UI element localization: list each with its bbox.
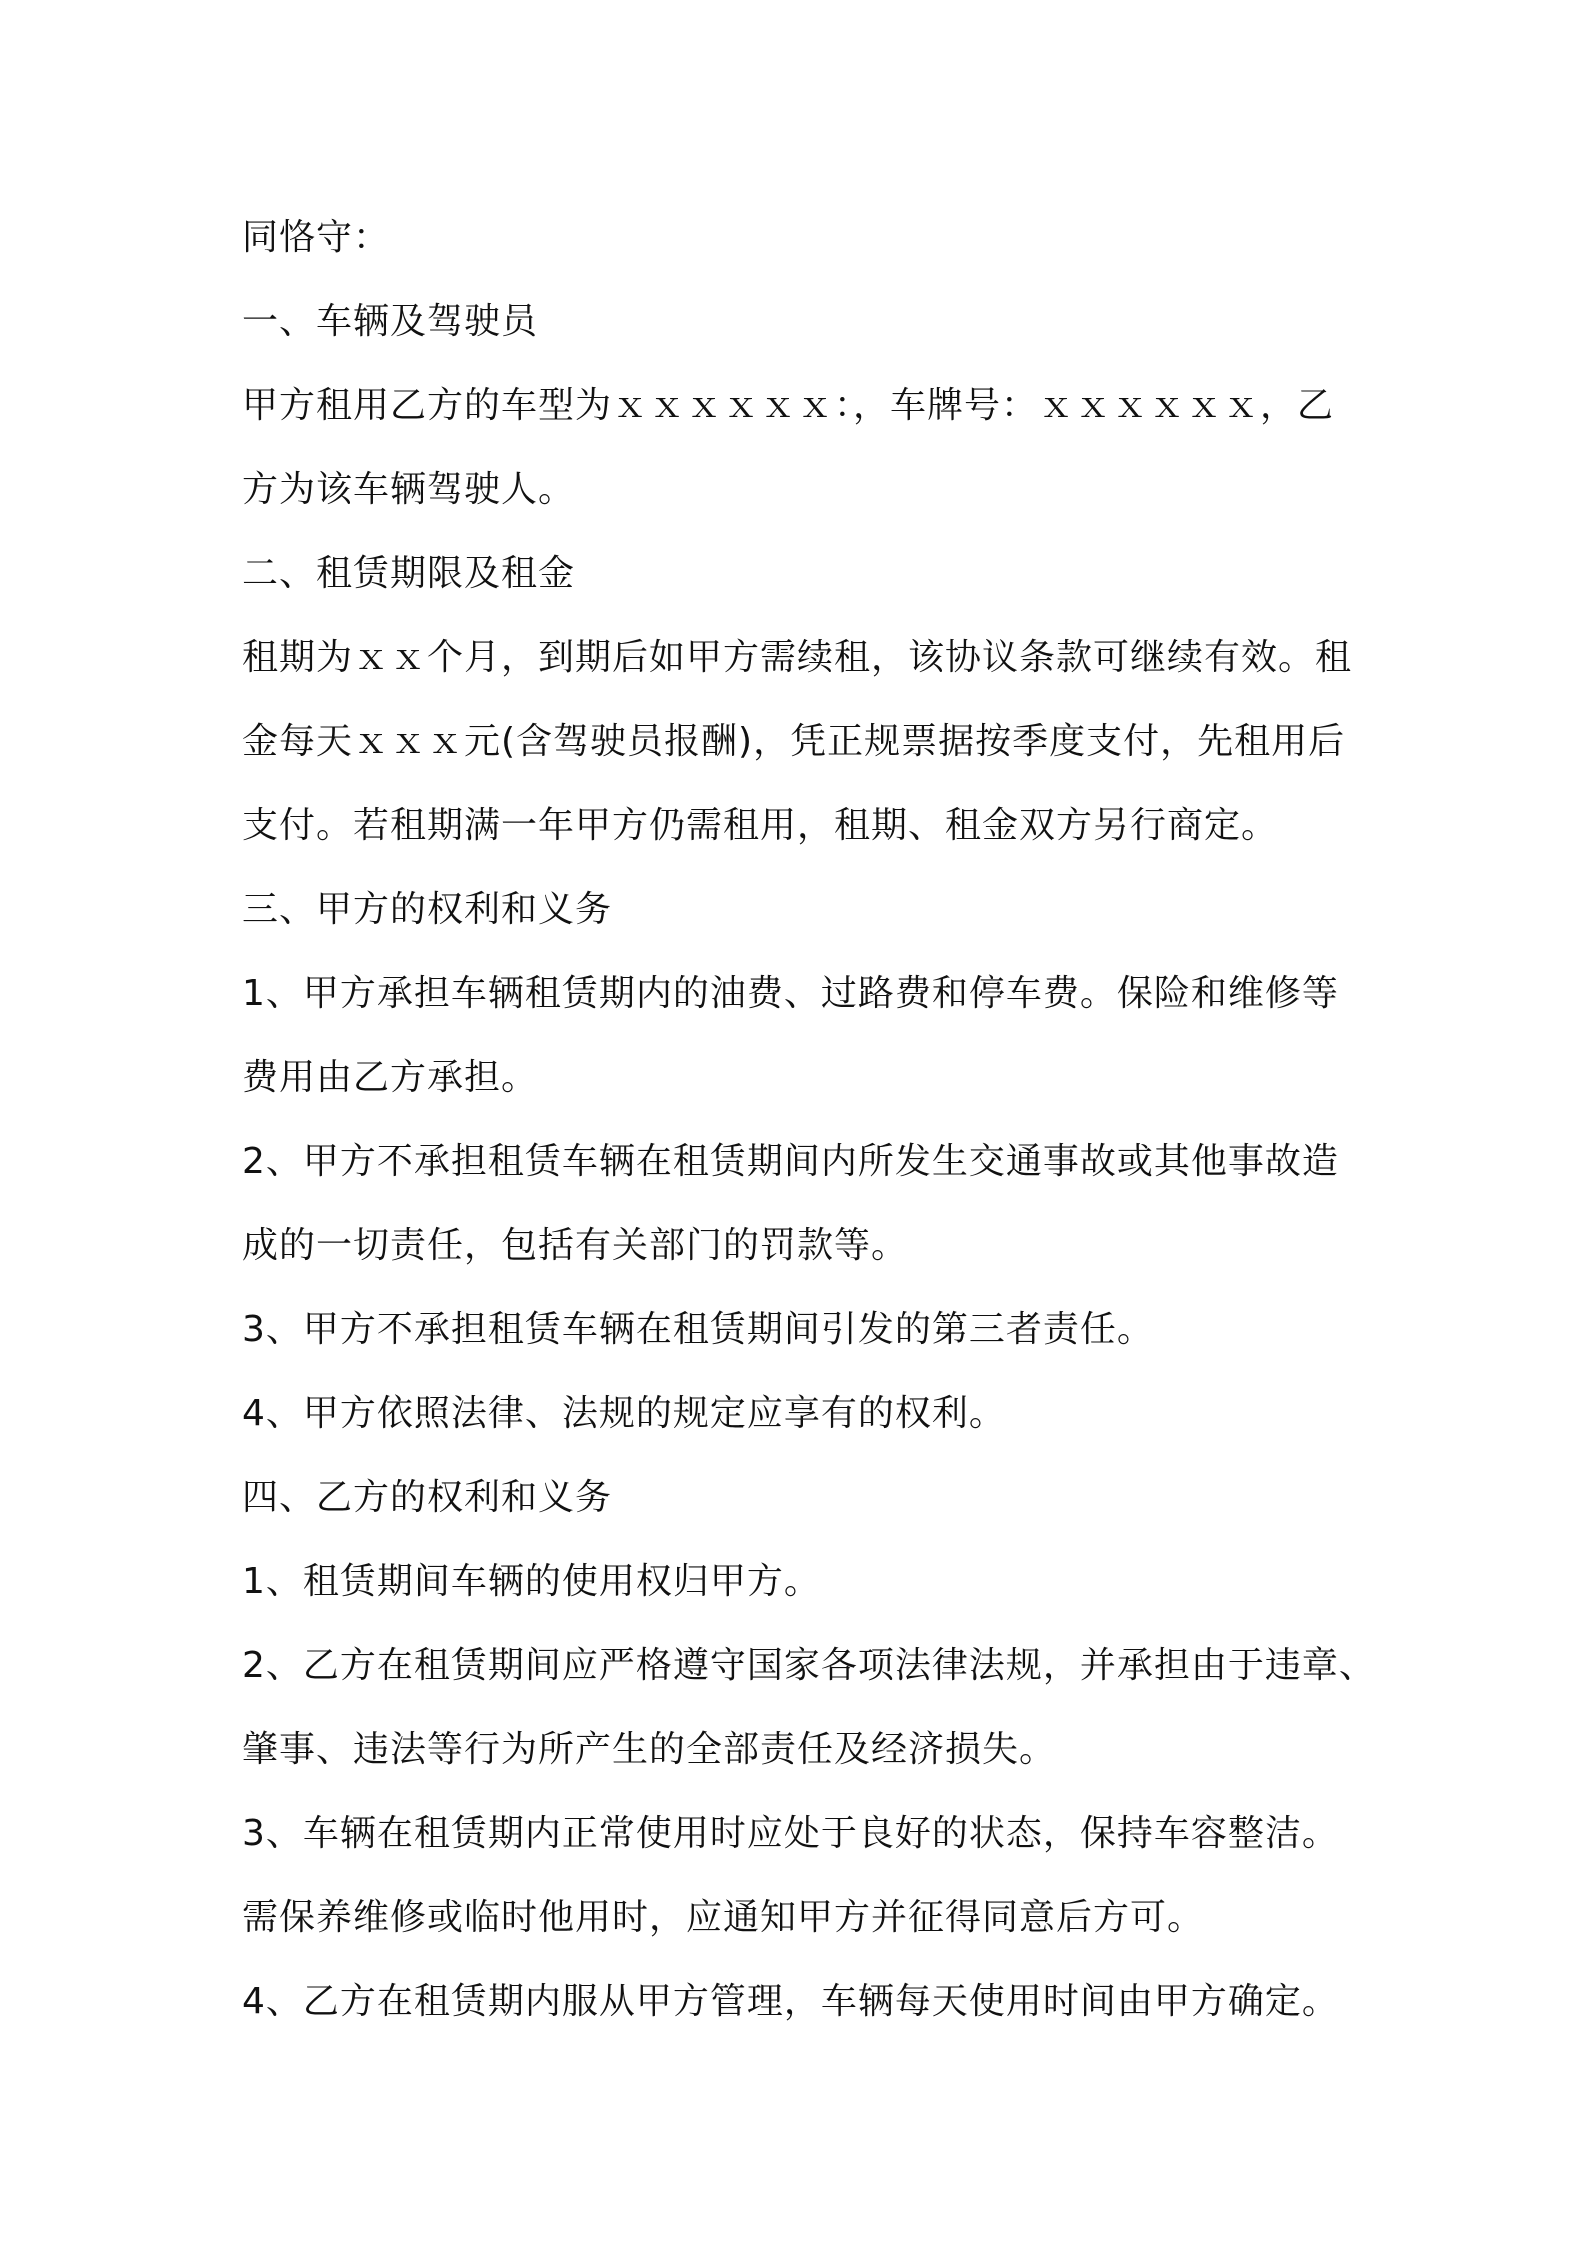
- clause-line: 成的一切责任，包括有关部门的罚款等。: [242, 1225, 909, 1266]
- section-heading-party-a-rights: 三、甲方的权利和义务: [242, 889, 613, 930]
- clause-line: 肇事、违法等行为所产生的全部责任及经济损失。: [242, 1729, 1057, 1770]
- clause-line: 费用由乙方承担。: [242, 1057, 539, 1098]
- paragraph-line: 支付。若租期满一年甲方仍需租用，租期、租金双方另行商定。: [242, 805, 1279, 846]
- clause-line: 需保养维修或临时他用时，应通知甲方并征得同意后方可。: [242, 1897, 1205, 1938]
- section-heading-party-b-rights: 四、乙方的权利和义务: [242, 1477, 613, 1518]
- paragraph-line: 金每天ｘｘｘ元(含驾驶员报酬)，凭正规票据按季度支付，先租用后: [242, 721, 1346, 762]
- clause-line: 4、乙方在租赁期内服从甲方管理，车辆每天使用时间由甲方确定。: [242, 1981, 1339, 2022]
- clause-line: 4、甲方依照法律、法规的规定应享有的权利。: [242, 1393, 1006, 1434]
- clause-line: 2、甲方不承担租赁车辆在租赁期间内所发生交通事故或其他事故造: [242, 1141, 1339, 1182]
- document-body: [242, 196, 1376, 2044]
- clause-line: 3、甲方不承担租赁车辆在租赁期间引发的第三者责任。: [242, 1309, 1154, 1350]
- paragraph-line: 甲方租用乙方的车型为ｘｘｘｘｘｘ：，车牌号：ｘｘｘｘｘｘ，乙: [242, 385, 1335, 426]
- clause-line: 3、车辆在租赁期内正常使用时应处于良好的状态，保持车容整洁。: [242, 1813, 1339, 1854]
- section-heading-vehicle-driver: 一、车辆及驾驶员: [242, 301, 539, 342]
- clause-line: 2、乙方在租赁期间应严格遵守国家各项法律法规，并承担由于违章、: [242, 1645, 1376, 1686]
- clause-line: 1、甲方承担车辆租赁期内的油费、过路费和停车费。保险和维修等: [242, 973, 1339, 1014]
- section-heading-lease-term-rent: 二、租赁期限及租金: [242, 553, 576, 594]
- paragraph-line-closing: 同恪守：: [242, 217, 391, 258]
- paragraph-line: 租期为ｘｘ个月，到期后如甲方需续租，该协议条款可继续有效。租: [242, 637, 1353, 678]
- clause-line: 1、租赁期间车辆的使用权归甲方。: [242, 1561, 821, 1602]
- paragraph-line: 方为该车辆驾驶人。: [242, 469, 576, 510]
